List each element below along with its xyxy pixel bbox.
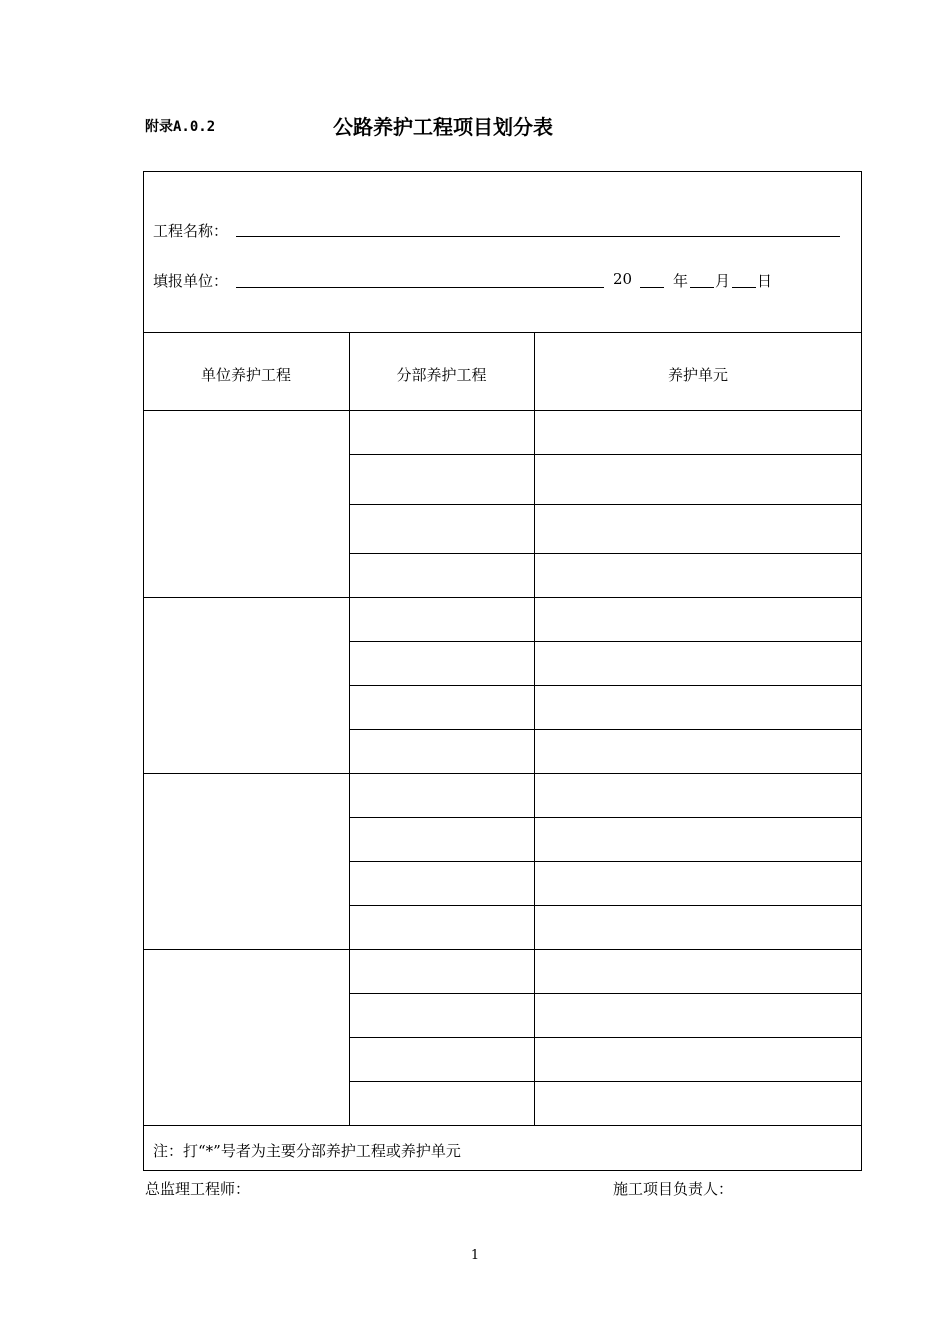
column-divider bbox=[534, 332, 535, 1125]
row-separator bbox=[349, 685, 862, 686]
reporting-unit-field[interactable] bbox=[236, 287, 604, 288]
appendix-number: 附录A.0.2 bbox=[145, 119, 216, 135]
row-separator bbox=[349, 504, 862, 505]
row-separator bbox=[349, 817, 862, 818]
project-name-label: 工程名称： bbox=[153, 222, 229, 240]
row-separator bbox=[349, 553, 862, 554]
row-separator bbox=[349, 729, 862, 730]
day-field[interactable] bbox=[732, 287, 756, 288]
year-prefix: 20 bbox=[613, 270, 633, 288]
unit-cell[interactable] bbox=[144, 774, 349, 949]
header-unit-maintenance: 单位养护工程 bbox=[200, 366, 291, 384]
document-title: 公路养护工程项目划分表 bbox=[333, 115, 553, 139]
month-field[interactable] bbox=[690, 287, 714, 288]
reporting-unit-label: 填报单位： bbox=[153, 272, 229, 290]
construction-manager-label: 施工项目负责人： bbox=[613, 1180, 734, 1198]
note-row-top-border bbox=[143, 1125, 862, 1126]
page-number: 1 bbox=[470, 1248, 480, 1263]
chief-supervisor-label: 总监理工程师： bbox=[145, 1180, 251, 1198]
row-separator bbox=[349, 641, 862, 642]
month-label: 月 bbox=[715, 272, 731, 290]
unit-cell[interactable] bbox=[144, 411, 349, 597]
row-separator bbox=[349, 454, 862, 455]
project-name-field[interactable] bbox=[236, 236, 840, 237]
unit-cell[interactable] bbox=[144, 950, 349, 1125]
header-row-top-border bbox=[143, 332, 862, 333]
header-maintenance-element: 养护单元 bbox=[667, 366, 728, 384]
day-label: 日 bbox=[757, 272, 773, 290]
header-sub-maintenance: 分部养护工程 bbox=[396, 366, 487, 384]
row-separator bbox=[349, 1037, 862, 1038]
year-field[interactable] bbox=[640, 287, 664, 288]
row-separator bbox=[349, 993, 862, 994]
column-divider bbox=[349, 332, 350, 1125]
unit-cell[interactable] bbox=[144, 598, 349, 773]
row-separator bbox=[349, 861, 862, 862]
row-separator bbox=[349, 1081, 862, 1082]
row-separator bbox=[349, 905, 862, 906]
table-note: 注：打“*”号者为主要分部养护工程或养护单元 bbox=[153, 1142, 461, 1160]
year-label: 年 bbox=[673, 272, 689, 290]
